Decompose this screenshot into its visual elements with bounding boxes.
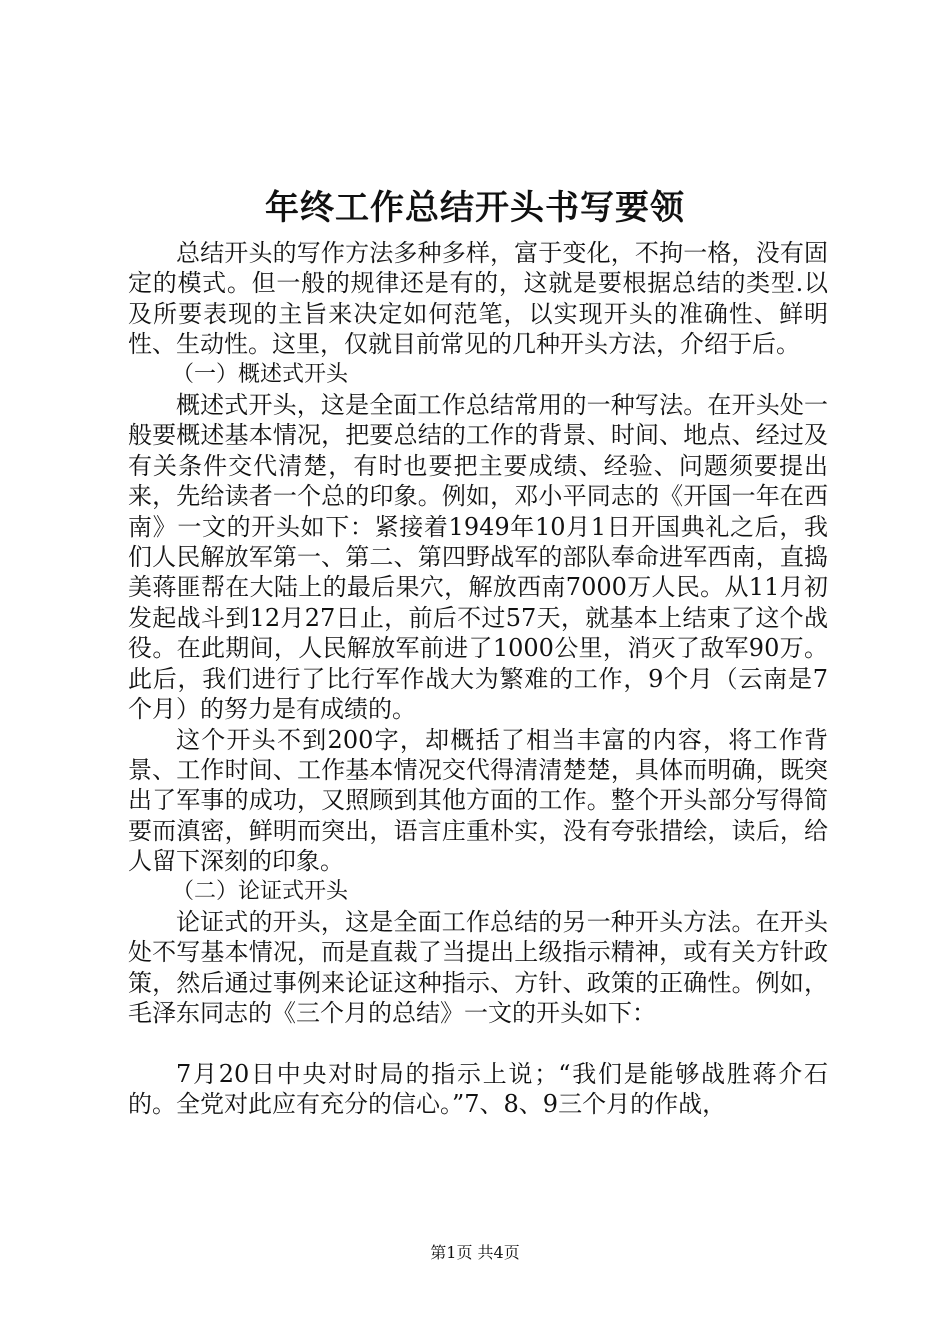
paragraph-gap <box>128 1029 828 1059</box>
page-number-footer: 第1页 共4页 <box>430 1243 520 1262</box>
quote-paragraph: 7月20日中央对时局的指示上说；“我们是能够战胜蒋介石的。全党对此应有充分的信心。”7、8、9三个月的作战， <box>128 1059 828 1118</box>
overview-commentary-paragraph: 这个开头不到200字，却概括了相当丰富的内容，将工作背景、工作时间、工作基本情况交代得清清楚楚，具体而明确，既突出了军事的成功，又照顾到其他方面的工作。整个开头部分写得简要而滇密，鲜明而突出，语言庄重朴实，没有夸张措绘，读后，给人留下深刻的印象。 <box>128 725 828 876</box>
argument-paragraph: 论证式的开头，这是全面工作总结的另一种开头方法。在开头处不写基本情况，而是直裁了当提出上级指示精神，或有关方针政策，然后通过事例来论证这种指示、方针、政策的正确性。例如，毛泽东同志的《三个月的总结》一文的开头如下： <box>128 907 828 1028</box>
intro-paragraph: 总结开头的写作方法多种多样，富于变化，不拘一格，没有固定的模式。但一般的规律还是有的，这就是要根据总结的类型.以及所要表现的主旨来决定如何范笔，以实现开头的准确性、鲜明性、生动性。这里，仅就目前常见的几种开头方法，介绍于后。 <box>128 239 828 359</box>
overview-paragraph: 概述式开头，这是全面工作总结常用的一种写法。在开头处一般要概述基本情况，把要总结的工作的背景、时间、地点、经过及有关条件交代清楚，有时也要把主要成绩、经验、问题须要提出来，先给读者一个总的印象。例如，邓小平同志的《开国一年在西南》一文的开头如下：紧接着1949年10月1日开国典礼之后，我们人民解放军第一、第二、第四野战军的部队奉命进军西南，直捣美蒋匪帮在大陆上的最后果穴，解放西南7000万人民。从11月初发起战斗到12月27日止，前后不过57天，就基本上结束了这个战役。在此期间，人民解放军前进了1000公里，消灭了敌军90万。此后，我们进行了比行军作战大为繁难的工作，9个月（云南是7个月）的努力是有成绩的。 <box>128 391 828 724</box>
section-heading-overview: （一）概述式开头 <box>172 361 349 387</box>
document-title: 年终工作总结开头书写要领 <box>265 188 685 228</box>
document-body <box>128 238 828 1119</box>
section-heading-argument: （二）论证式开头 <box>172 878 349 904</box>
